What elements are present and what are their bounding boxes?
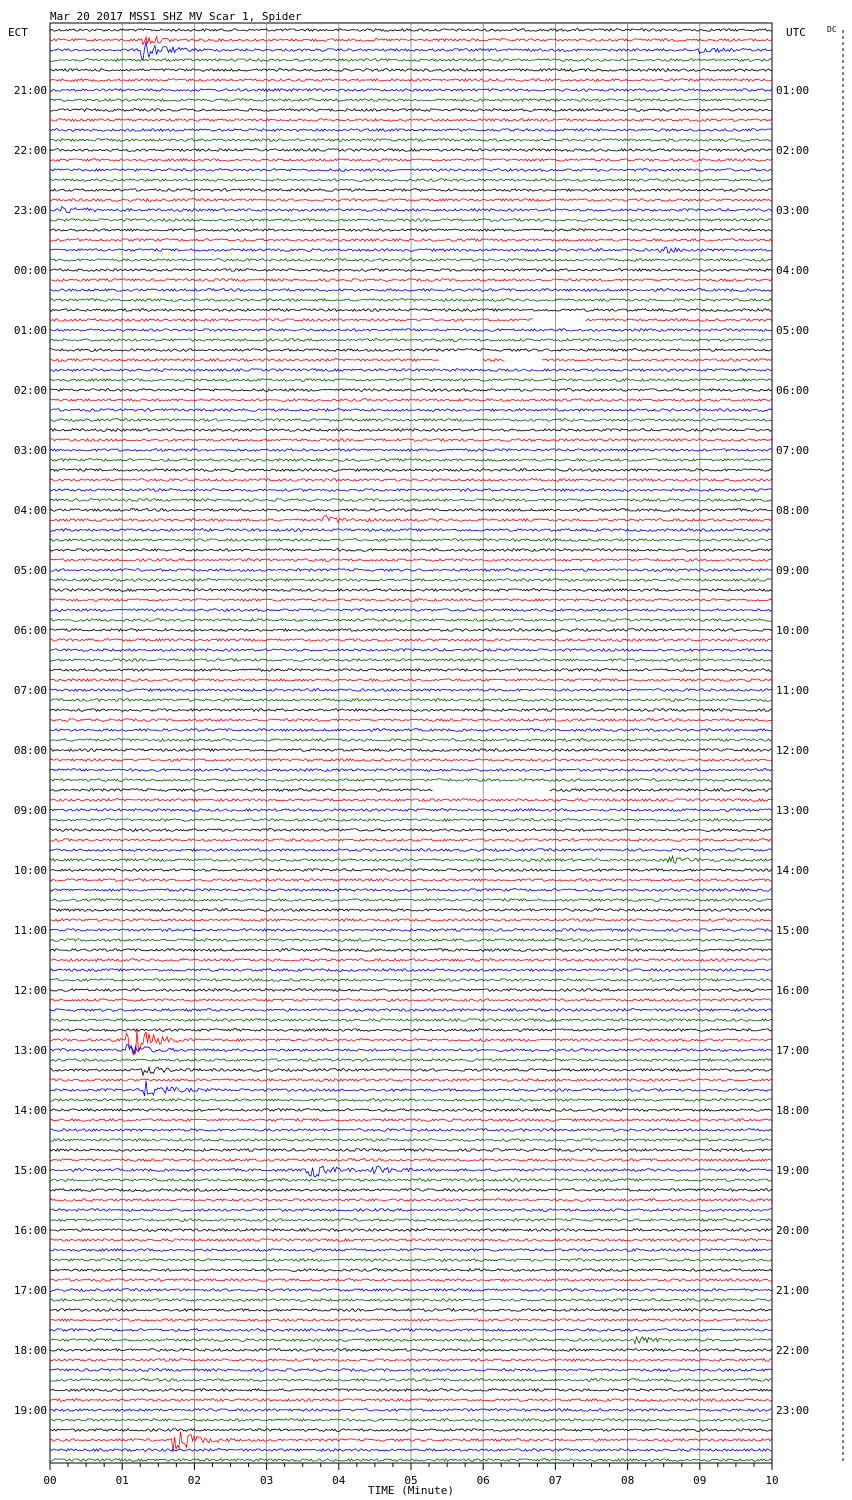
left-hour-label: 03:00 <box>13 444 47 457</box>
right-hour-label: 04:00 <box>776 264 810 277</box>
left-hour-label: 12:00 <box>13 984 47 997</box>
x-tick-label: 03 <box>259 1474 274 1487</box>
left-hour-label: 06:00 <box>13 624 47 637</box>
chart-title: Mar 20 2017 MSS1 SHZ MV Scar 1, Spider <box>50 10 302 23</box>
left-hour-label: 21:00 <box>13 84 47 97</box>
right-hour-label: 10:00 <box>776 624 810 637</box>
x-axis-label: TIME (Minute) <box>367 1484 455 1497</box>
x-tick-label: 08 <box>620 1474 635 1487</box>
left-hour-label: 00:00 <box>13 264 47 277</box>
right-hour-label: 09:00 <box>776 564 810 577</box>
left-hour-label: 05:00 <box>13 564 47 577</box>
x-tick-label: 09 <box>693 1474 707 1487</box>
left-hour-label: 17:00 <box>13 1284 47 1297</box>
left-hour-label: 13:00 <box>13 1044 47 1057</box>
right-hour-labels <box>776 84 809 1417</box>
corner-label: DC <box>827 25 837 34</box>
right-hour-label: 05:00 <box>776 324 810 337</box>
right-hour-label: 19:00 <box>776 1164 810 1177</box>
right-hour-label: 20:00 <box>776 1224 810 1237</box>
right-hour-label: 06:00 <box>776 384 810 397</box>
left-hour-label: 14:00 <box>13 1104 47 1117</box>
right-hour-label: 21:00 <box>776 1284 810 1297</box>
left-hour-label: 04:00 <box>13 504 47 517</box>
x-tick-label: 05 <box>404 1474 418 1487</box>
right-hour-label: 17:00 <box>776 1044 810 1057</box>
right-hour-label: 02:00 <box>776 144 810 157</box>
left-hour-label: 22:00 <box>13 144 47 157</box>
left-hour-labels <box>14 84 47 1417</box>
left-hour-label: 01:00 <box>13 324 47 337</box>
right-hour-label: 15:00 <box>776 924 810 937</box>
right-hour-label: 01:00 <box>776 84 810 97</box>
right-hour-label: 23:00 <box>776 1404 810 1417</box>
left-axis-label: ECT <box>8 26 28 39</box>
x-tick-label: 04 <box>332 1474 346 1487</box>
right-hour-label: 18:00 <box>776 1104 810 1117</box>
right-hour-label: 14:00 <box>776 864 810 877</box>
right-axis-label: UTC <box>786 26 806 39</box>
left-hour-label: 09:00 <box>13 804 47 817</box>
x-tick-label: 10 <box>765 1474 779 1487</box>
left-hour-label: 10:00 <box>13 864 47 877</box>
x-tick-label: 07 <box>548 1474 563 1487</box>
right-hour-label: 08:00 <box>776 504 810 517</box>
left-hour-label: 16:00 <box>13 1224 47 1237</box>
x-tick-label: 00 <box>43 1474 57 1487</box>
left-hour-label: 18:00 <box>13 1344 47 1357</box>
left-hour-label: 02:00 <box>13 384 47 397</box>
x-tick-label: 01 <box>115 1474 129 1487</box>
right-hour-label: 12:00 <box>776 744 810 757</box>
right-hour-label: 03:00 <box>776 204 810 217</box>
right-hour-label: 22:00 <box>776 1344 810 1357</box>
right-hour-label: 13:00 <box>776 804 810 817</box>
left-hour-label: 19:00 <box>13 1404 47 1417</box>
right-hour-label: 11:00 <box>776 684 810 697</box>
x-tick-label: 02 <box>187 1474 202 1487</box>
right-hour-label: 16:00 <box>776 984 810 997</box>
left-hour-label: 23:00 <box>13 204 47 217</box>
right-hour-label: 07:00 <box>776 444 810 457</box>
left-hour-label: 11:00 <box>13 924 47 937</box>
left-hour-label: 07:00 <box>13 684 47 697</box>
left-hour-label: 08:00 <box>13 744 47 757</box>
minute-gridlines <box>122 23 700 1463</box>
x-tick-label: 06 <box>476 1474 490 1487</box>
left-hour-label: 15:00 <box>13 1164 47 1177</box>
